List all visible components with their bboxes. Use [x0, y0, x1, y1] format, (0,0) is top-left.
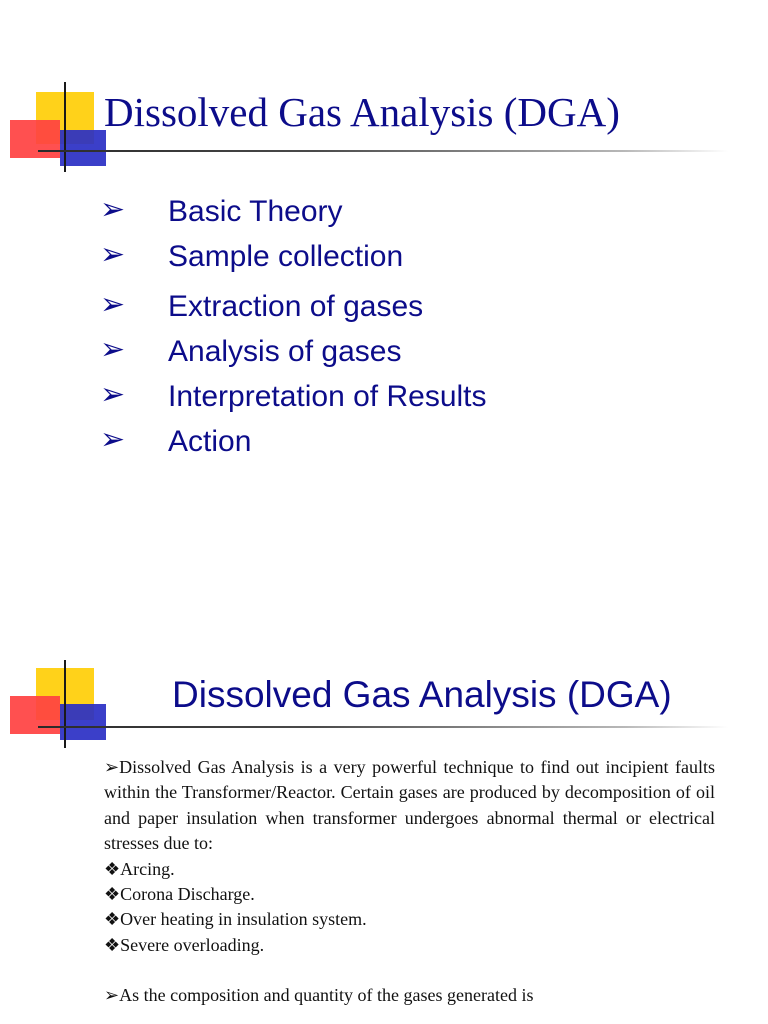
arrow-bullet-icon: ➢ [100, 333, 126, 366]
bullet-text: Interpretation of Results [168, 380, 487, 413]
bullet-text: Extraction of gases [168, 290, 424, 323]
bullet-text: Analysis of gases [168, 335, 402, 368]
next-paragraph: ➢As the composition and quantity of the gases generated is [104, 985, 534, 1006]
bullet-text: Action [168, 425, 252, 458]
list-item: ❖Over heating in insulation system. [104, 909, 367, 930]
slide-1-title: Dissolved Gas Analysis (DGA) [104, 89, 620, 135]
bullet-text: Sample collection [168, 240, 404, 273]
list-item: ❖Corona Discharge. [104, 884, 255, 905]
arrow-bullet-icon: ➢ [100, 193, 126, 226]
arrow-bullet-icon: ➢ [100, 288, 126, 321]
arrow-bullet-icon: ➢ [100, 238, 126, 271]
slide-2-title: Dissolved Gas Analysis (DGA) [172, 674, 672, 715]
list-item: ❖Arcing. [104, 858, 175, 879]
intro-paragraph: ➢Dissolved Gas Analysis is a very powerful technique to find out incipient faults within the Transformer/Reactor. Certain gases are produced by decomposition of oil and paper insulation when transformer undergoes abnormal thermal or electrical stresses due to: [104, 757, 715, 854]
arrow-bullet-icon: ➢ [100, 423, 126, 456]
paragraph-spacer [104, 958, 715, 983]
bullet-text: Basic Theory [168, 195, 343, 228]
slide-2-body [104, 755, 715, 1009]
list-item: ❖Severe overloading. [104, 934, 265, 955]
arrow-bullet-icon: ➢ [100, 378, 126, 411]
